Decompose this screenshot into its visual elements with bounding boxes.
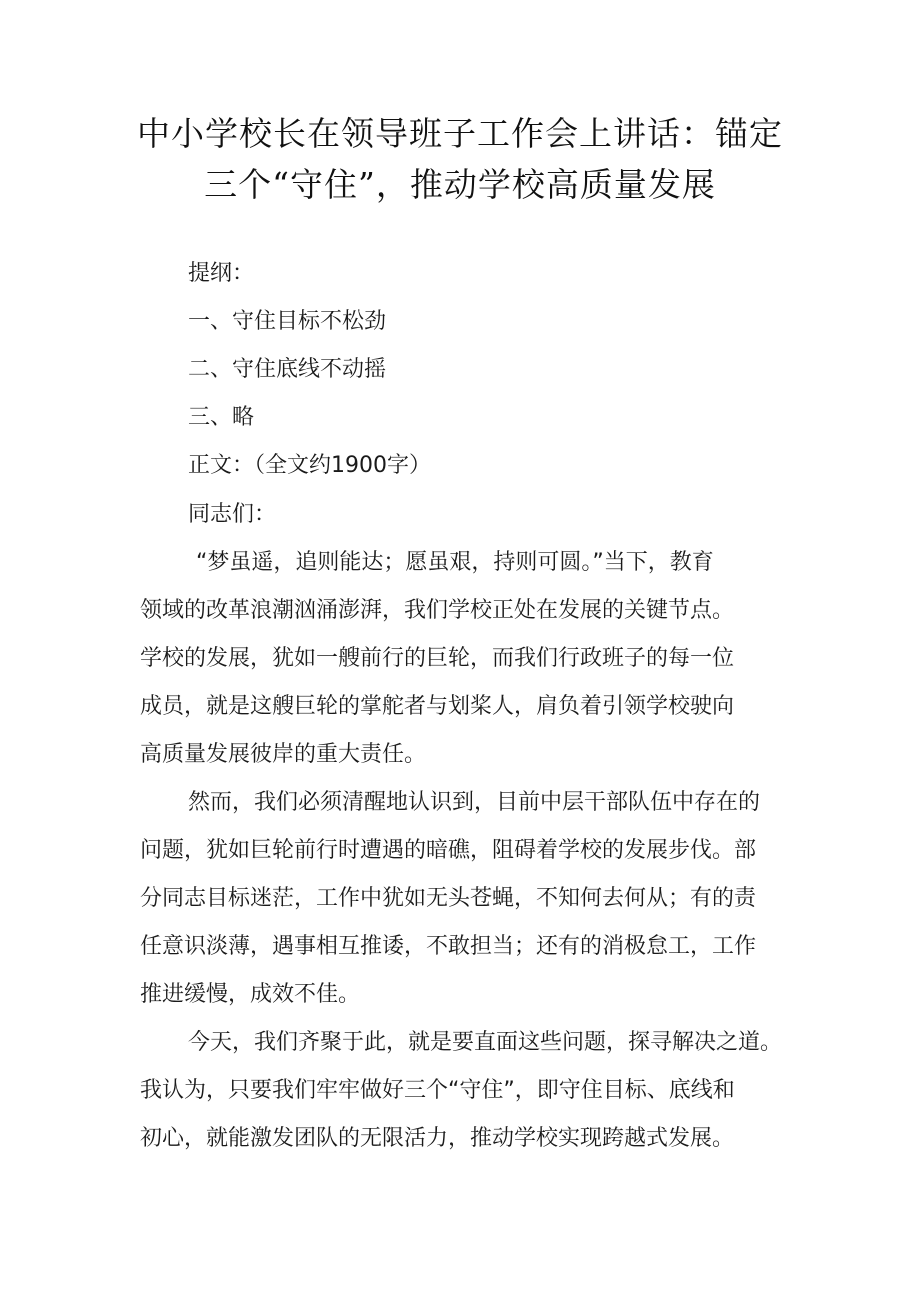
paragraph-line: 然而，我们必须清醒地认识到，目前中层干部队伍中存在的 xyxy=(188,790,761,815)
body-note: 正文：（全文约1900字） xyxy=(188,453,431,478)
outline-heading: 提纲： xyxy=(188,261,255,286)
paragraph-line: 我认为，只要我们牢牢做好三个“守住”，即守住目标、底线和 xyxy=(140,1078,735,1103)
outline-item-3: 三、略 xyxy=(188,405,255,430)
salutation: 同志们： xyxy=(188,502,277,527)
document-title xyxy=(110,108,810,210)
paragraph-line: 领域的改革浪潮汹涌澎湃，我们学校正处在发展的关键节点。 xyxy=(140,598,735,623)
paragraph-line: 推进缓慢，成效不佳。 xyxy=(140,982,361,1007)
paragraph-line: 学校的发展，犹如一艘前行的巨轮，而我们行政班子的每一位 xyxy=(140,646,735,671)
title-line-1: 中小学校长在领导班子工作会上讲话：锚定 xyxy=(137,114,783,153)
paragraph-line: “梦虽遥，追则能达；愿虽艰，持则可圆。”当下，教育 xyxy=(196,550,714,575)
paragraph-line: 任意识淡薄，遇事相互推诿，不敢担当；还有的消极怠工，工作 xyxy=(140,934,757,959)
paragraph-line: 初心，就能激发团队的无限活力，推动学校实现跨越式发展。 xyxy=(140,1126,735,1151)
title-line-2: 三个“守住”，推动学校高质量发展 xyxy=(204,165,716,204)
outline-item-1: 一、守住目标不松劲 xyxy=(188,309,387,334)
paragraph-line: 今天，我们齐聚于此，就是要直面这些问题，探寻解决之道。 xyxy=(188,1030,783,1055)
paragraph-line: 成员，就是这艘巨轮的掌舵者与划桨人，肩负着引领学校驶向 xyxy=(140,694,735,719)
paragraph-line: 问题，犹如巨轮前行时遭遇的暗礁，阻碍着学校的发展步伐。部 xyxy=(140,838,757,863)
paragraph-line: 高质量发展彼岸的重大责任。 xyxy=(140,742,427,767)
paragraph-line: 分同志目标迷茫，工作中犹如无头苍蝇，不知何去何从；有的责 xyxy=(140,886,757,911)
outline-item-2: 二、守住底线不动摇 xyxy=(188,357,387,382)
